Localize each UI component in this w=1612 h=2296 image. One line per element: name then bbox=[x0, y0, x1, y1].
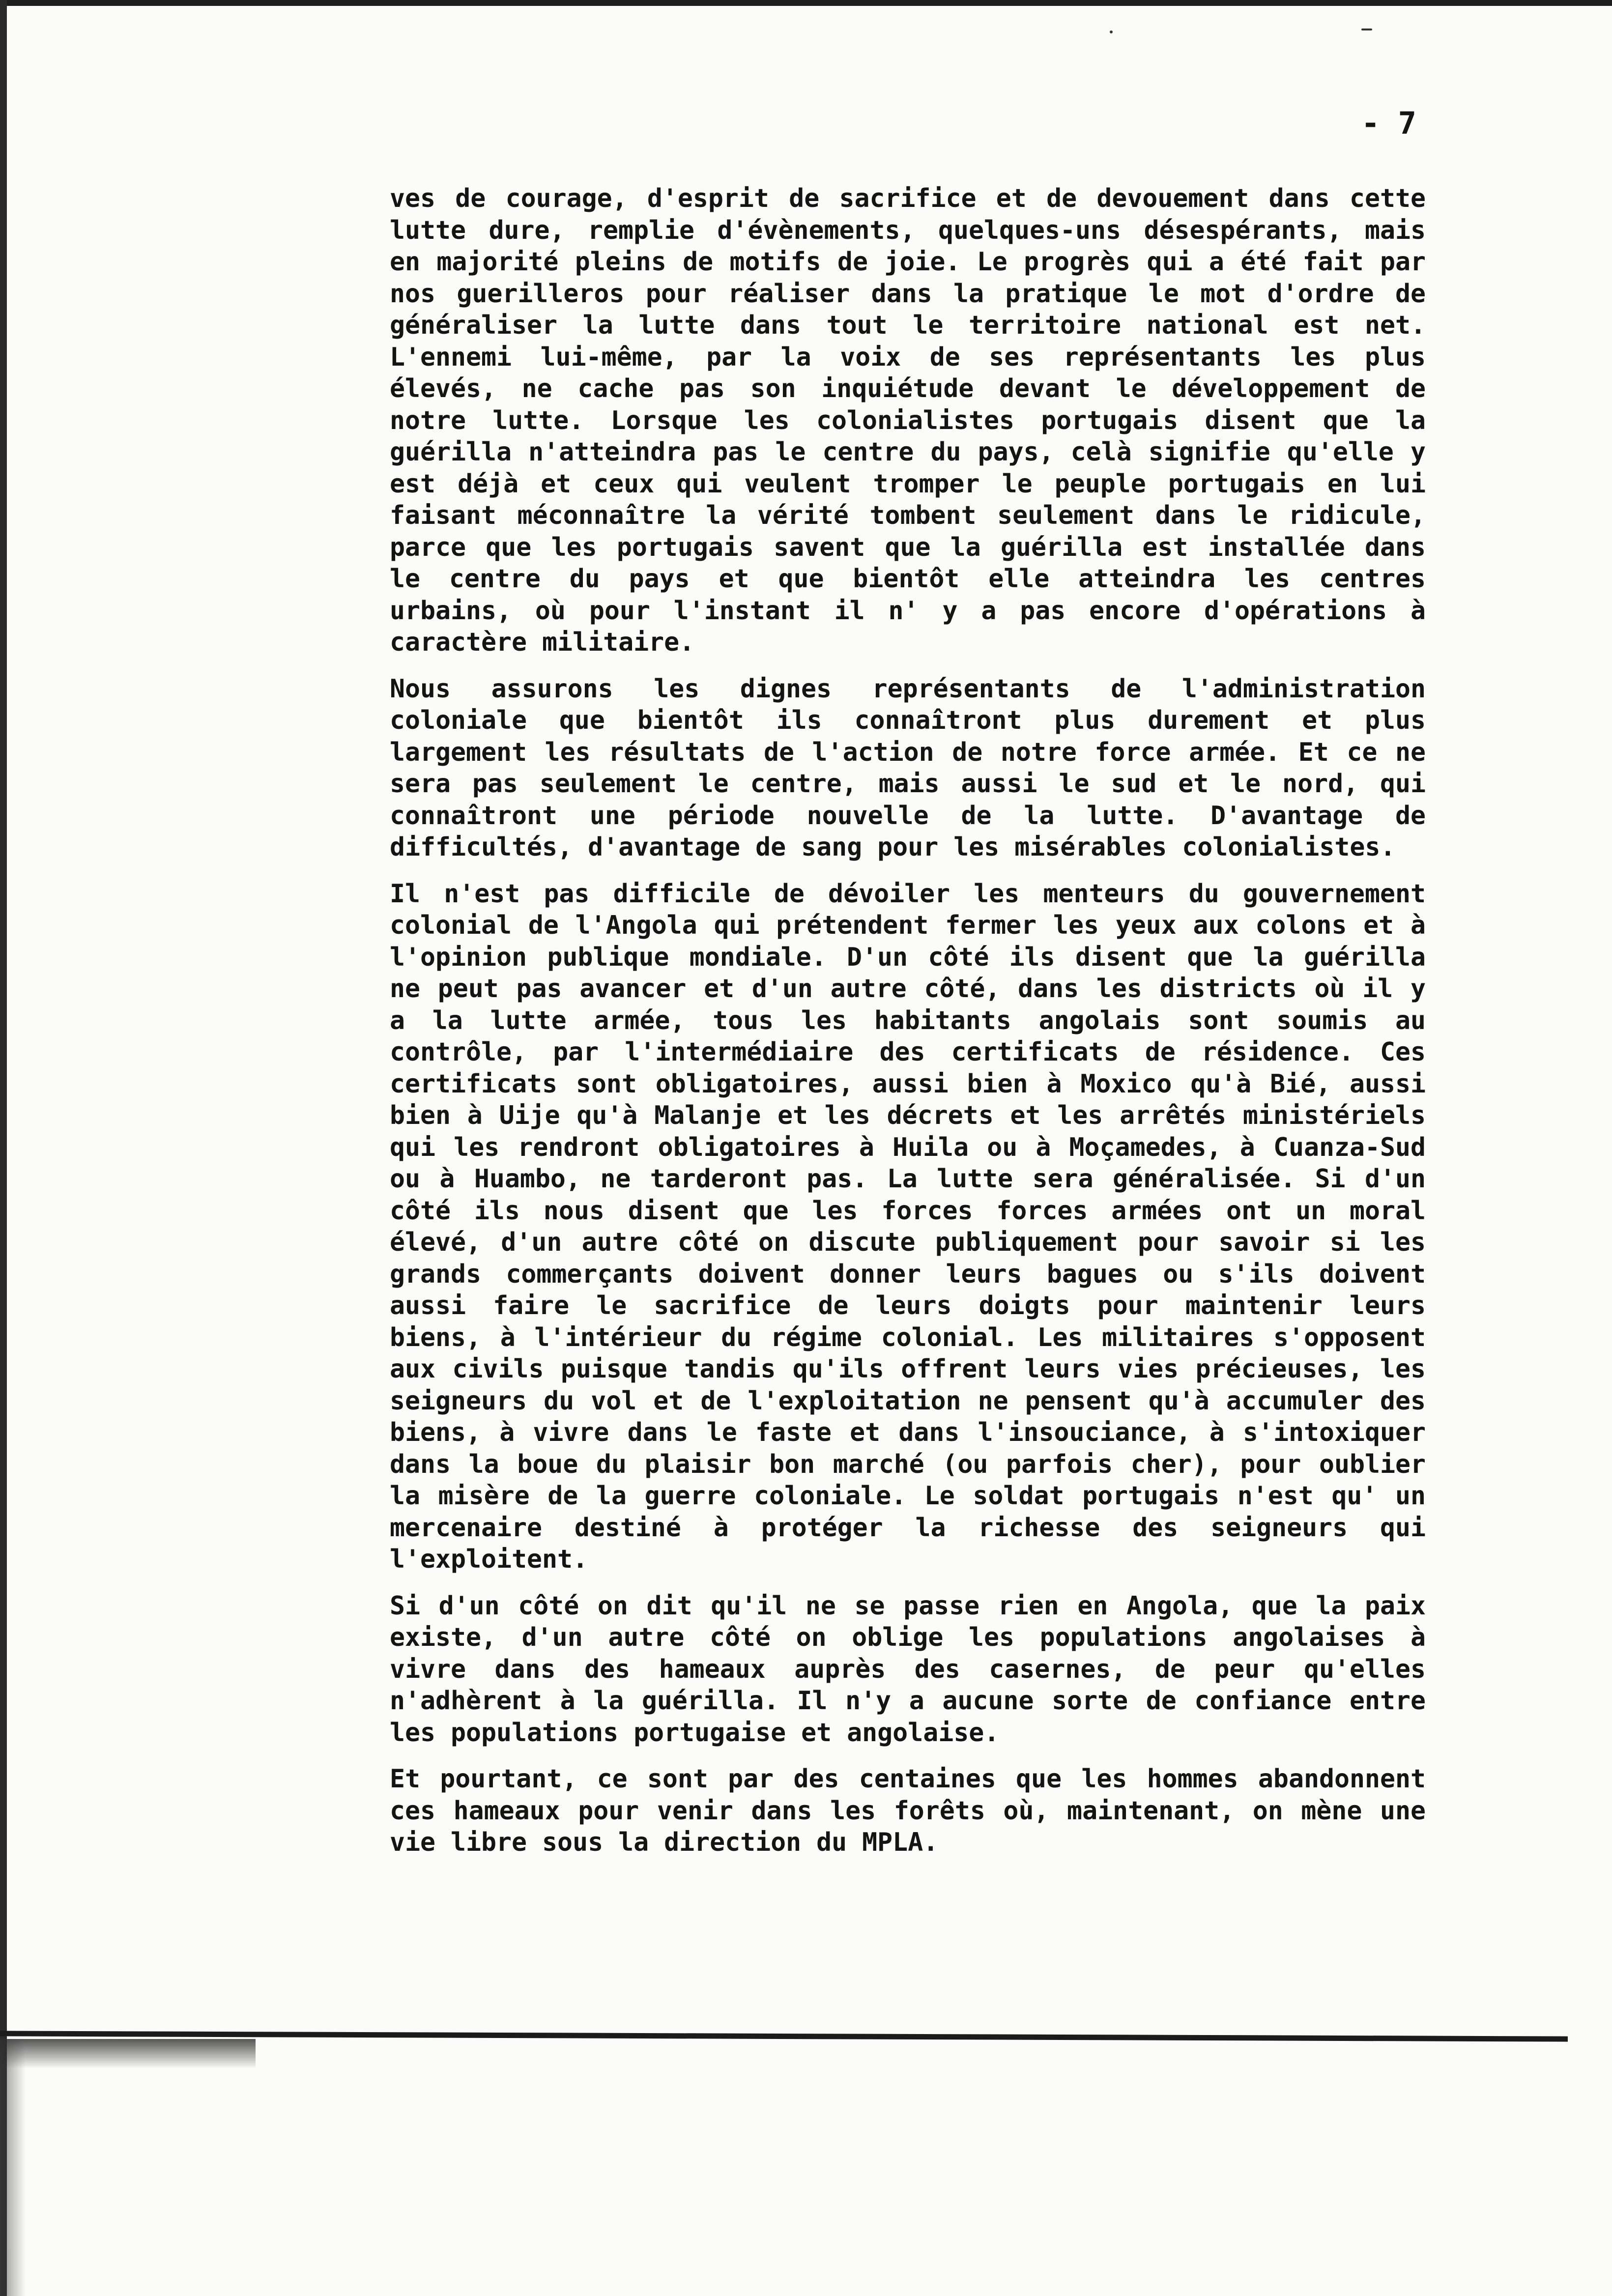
scan-binding-shadow bbox=[0, 2039, 26, 2296]
paragraph: Et pourtant, ce sont par des centaines que les hommes abandonnent ces hameaux pour venir dans les forêts où, maintenant, on mène une vie libre sous la direction du MPLA. bbox=[390, 1764, 1426, 1857]
scan-shadow bbox=[0, 2039, 256, 2068]
page-number: - 7 bbox=[1361, 105, 1416, 141]
paragraph: Nous assurons les dignes représentants de l'administration coloniale que bientôt ils connaîtront plus durement et plus largement les résultats de l'action de notre force armée. Et ce ne sera pas seulement le centre, mais aussi le sud et le nord, qui connaîtront une période nouvelle de la lutte. D'avantage de difficultés, d'avantage de sang pour les misérables colonialistes. bbox=[390, 674, 1426, 862]
paragraph: Si d'un côté on dit qu'il ne se passe rien en Angola, que la paix existe, d'un autre côté on oblige les populations angolaises à vivre dans des hameaux auprès des casernes, de peur qu'elles n'adhèrent à la guérilla. Il n'y a aucune sorte de confiance entre les populations portugaise et angolaise. bbox=[390, 1591, 1426, 1748]
scan-speck bbox=[1361, 29, 1372, 30]
paragraph: Il n'est pas difficile de dévoiler les menteurs du gouvernement colonial de l'Angola qui prétendent fermer les yeux aux colons et à l'opinion publique mondiale. D'un côté ils disent que la guérilla ne peut pas avancer et d'un autre côté, dans les districts où il y a la lutte armée, tous les habitants angolais sont soumis au contrôle, par l'intermédiaire des certificats de résidence. Ces certificats sont obligatoires, aussi bien à Moxico qu'à Bié, aussi bien à Uije qu'à Malanje et les décrets et les arrêtés ministériels qui les rendront obligatoires à Huila ou à Moçamedes, à Cuanza-Sud ou à Huambo, ne tarderont pas. La lutte sera généralisée. Si d'un côté ils nous disent que les forces forces armées ont un moral élevé, d'un autre côté on discute publiquement pour savoir si les grands commerçants doivent donner leurs bagues ou s'ils doivent aussi faire le sacrifice de leurs doigts pour maintenir leurs biens, à l'intérieur du régime colonial. Les militaires s'opposent aux civils puisque tandis qu'ils offrent leurs vies précieuses, les seigneurs du vol et de l'exploitation ne pensent qu'à accumuler des biens, à vivre dans le faste et dans l'insouciance, à s'intoxiquer dans la boue du plaisir bon marché (ou parfois cher), pour oublier la misère de la guerre coloniale. Le soldat portugais n'est qu' un mercenaire destiné à protéger la richesse des seigneurs qui l'exploitent. bbox=[390, 879, 1426, 1574]
body-text bbox=[390, 183, 1426, 1873]
paragraph: ves de courage, d'esprit de sacrifice et de devouement dans cette lutte dure, remplie d'évènements, quelques-uns désespérants, mais en majorité pleins de motifs de joie. Le progrès qui a été fait par nos guerilleros pour réaliser dans la pratique le mot d'ordre de généraliser la lutte dans tout le territoire national est net. L'ennemi lui-même, par la voix de ses représentants les plus élevés, ne cache pas son inquiétude devant le développement de notre lutte. Lorsque les colonialistes portugais disent que la guérilla n'atteindra pas le centre du pays, celà signifie qu'elle y est déjà et ceux qui veulent tromper le peuple portugais en lui faisant méconnaître la vérité tombent seulement dans le ridicule, parce que les portugais savent que la guérilla est installée dans le centre du pays et que bientôt elle atteindra les centres urbains, où pour l'instant il n' y a pas encore d'opérations à caractère militaire. bbox=[390, 184, 1426, 657]
scan-left-edge bbox=[0, 0, 7, 2296]
scan-speck bbox=[1110, 30, 1113, 33]
scan-top-edge bbox=[0, 0, 1612, 6]
